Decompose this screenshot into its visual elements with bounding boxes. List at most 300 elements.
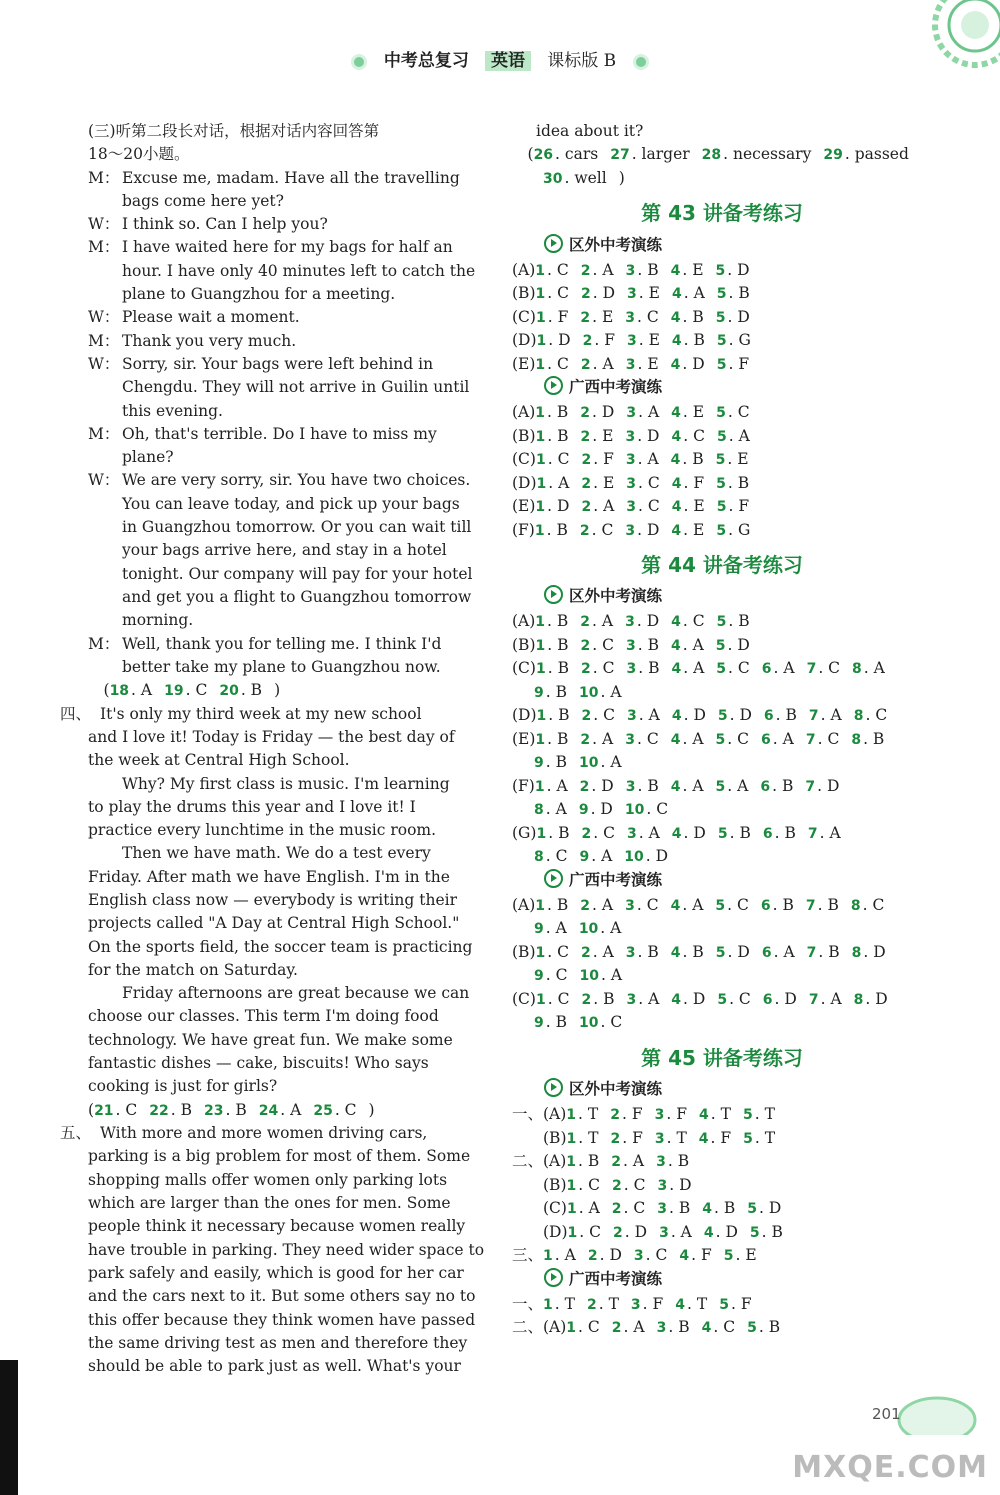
answer-item: 2 . C bbox=[579, 520, 614, 539]
instruction-line: 18～20小题。 bbox=[88, 145, 190, 164]
answer-number: 20 bbox=[219, 683, 239, 700]
answer-value: B bbox=[678, 1199, 691, 1218]
answer-item: 4 . C bbox=[701, 1318, 736, 1337]
dialogue-text: tonight. Our company will pay for your hotel bbox=[122, 564, 473, 583]
answer-line: (21 . C 22 . B 23 . B 24 . A 25 . C ) bbox=[88, 1099, 480, 1123]
answer-value: B bbox=[827, 895, 839, 914]
answer-item: 4 . E bbox=[671, 520, 705, 539]
answer-item: 5 . D bbox=[715, 307, 750, 326]
answer-number: 9 bbox=[534, 1015, 544, 1032]
answer-value: D bbox=[693, 706, 706, 725]
dialogue-line bbox=[88, 446, 480, 469]
answer-number: 9 bbox=[534, 755, 544, 772]
answer-number: 4 bbox=[671, 286, 682, 303]
answer-value: B bbox=[678, 1318, 690, 1337]
passage-line bbox=[88, 936, 480, 959]
answer-number: 4 bbox=[670, 897, 681, 914]
answer-number: 8 bbox=[534, 802, 544, 819]
answer-number: 21 bbox=[94, 1102, 114, 1119]
answer-item: 6 . D bbox=[762, 989, 797, 1008]
answer-item: 1 . C bbox=[535, 354, 569, 373]
answer-item: 5 . F bbox=[719, 1294, 752, 1313]
answer-number: 5 bbox=[715, 778, 726, 795]
passage-line: idea about it? bbox=[536, 122, 644, 140]
answer-number: 2 bbox=[580, 897, 591, 914]
answer-item: 4 . C bbox=[671, 612, 705, 631]
dialogue-text: Chengdu. They will not arrive in Guilin until bbox=[122, 378, 470, 397]
answer-item: 6 . A bbox=[761, 942, 795, 961]
right-column bbox=[512, 120, 932, 1340]
answer-value: B bbox=[782, 895, 794, 914]
answer-line bbox=[512, 775, 932, 799]
answer-line bbox=[512, 941, 932, 965]
answer-number: 5 bbox=[715, 309, 726, 326]
answer-value: B bbox=[647, 942, 659, 961]
answer-value: B bbox=[558, 706, 570, 725]
dialogue-line bbox=[88, 400, 480, 423]
answer-group-label: (B) bbox=[512, 284, 536, 303]
answer-value: D bbox=[558, 331, 571, 350]
answer-item: 1 . B bbox=[535, 403, 569, 422]
answer-number: 9 bbox=[579, 849, 590, 866]
answer-value: A bbox=[829, 823, 841, 842]
answer-number: 1 bbox=[535, 614, 546, 631]
passage-text: cooking is just for girls? bbox=[88, 1077, 278, 1096]
answer-group-label: 一、(A) bbox=[512, 1105, 567, 1124]
answer-number: 2 bbox=[581, 825, 592, 842]
answer-item: 3 . C bbox=[625, 307, 659, 326]
answer-value: B bbox=[175, 1100, 193, 1119]
answer-item: 3 . C bbox=[633, 1246, 668, 1265]
answer-number: 28 bbox=[701, 147, 722, 164]
answer-value: F bbox=[676, 1105, 687, 1124]
answer-item: 5 . D bbox=[715, 942, 750, 961]
answer-value: larger bbox=[636, 145, 690, 164]
answer-line bbox=[512, 282, 932, 306]
answer-value: D bbox=[655, 847, 669, 866]
passage-text: this offer because they think women have passed bbox=[88, 1310, 476, 1329]
passage-text: parking is a big problem for most of them. Some bbox=[88, 1147, 471, 1166]
answer-number: 1 bbox=[536, 708, 547, 725]
answer-item: 3 . F bbox=[654, 1105, 687, 1124]
answer-item: 3 . A bbox=[626, 989, 660, 1008]
answer-number: 8 bbox=[851, 944, 862, 961]
answer-number: 1 bbox=[536, 825, 547, 842]
answer-value: D bbox=[602, 284, 616, 303]
answer-value: A bbox=[648, 989, 660, 1008]
passage-line bbox=[60, 1122, 480, 1145]
answer-item: 5 . D bbox=[715, 260, 750, 279]
answer-value: A bbox=[602, 942, 614, 961]
answer-value: A bbox=[610, 966, 623, 985]
answer-number: 5 bbox=[715, 731, 726, 748]
answer-item: 1 . A bbox=[534, 776, 568, 795]
answer-number: 4 bbox=[671, 428, 682, 445]
answer-value: D bbox=[873, 942, 886, 961]
answer-value: G bbox=[737, 520, 751, 539]
answer-value: C bbox=[692, 612, 705, 631]
answer-line bbox=[512, 845, 932, 869]
answer-number: 3 bbox=[625, 452, 636, 469]
answer-number: 4 bbox=[671, 991, 682, 1008]
answer-item: 2 . F bbox=[581, 450, 614, 469]
answer-number: 4 bbox=[698, 1130, 709, 1147]
answer-value: A bbox=[693, 284, 705, 303]
answer-number: 1 bbox=[535, 897, 546, 914]
answer-item: 5 . A bbox=[715, 776, 749, 795]
answer-number: 1 bbox=[535, 731, 546, 748]
answer-item: 5 . B bbox=[717, 823, 751, 842]
answer-number: 4 bbox=[671, 708, 682, 725]
answer-number: 1 bbox=[535, 309, 546, 326]
answer-item: 2 . D bbox=[579, 776, 614, 795]
answer-value: A bbox=[873, 659, 885, 678]
answer-value: E bbox=[602, 473, 615, 492]
answer-number: 7 bbox=[806, 661, 817, 678]
answer-item: 3 . E bbox=[626, 331, 660, 350]
answer-number: 3 bbox=[625, 778, 636, 795]
answer-number: 1 bbox=[566, 1107, 577, 1124]
answer-number: 5 bbox=[715, 262, 726, 279]
answer-item: 1 . B bbox=[535, 612, 569, 631]
answer-group-label: 三、 bbox=[512, 1246, 544, 1265]
answer-item: 4 . A bbox=[670, 635, 704, 654]
answer-value: A bbox=[602, 354, 614, 373]
answer-line bbox=[512, 1293, 932, 1317]
answer-value: G bbox=[738, 331, 751, 350]
answer-value: A bbox=[648, 706, 660, 725]
answer-number: 7 bbox=[805, 897, 816, 914]
answer-value: D bbox=[600, 800, 613, 819]
header-dot-icon bbox=[354, 57, 364, 67]
answer-value: E bbox=[692, 403, 705, 422]
answer-number: 1 bbox=[535, 637, 546, 654]
answer-item: 4 . B bbox=[670, 942, 704, 961]
answer-value: A bbox=[558, 473, 570, 492]
answer-line bbox=[512, 448, 932, 472]
answer-line bbox=[512, 1011, 932, 1035]
answer-value: D bbox=[737, 942, 750, 961]
passage-text: to play the drums this year and I love it! I bbox=[88, 797, 416, 816]
page-header bbox=[0, 46, 1000, 71]
answer-item: 5 . F bbox=[716, 354, 750, 373]
answer-value: D bbox=[693, 823, 706, 842]
passage-line bbox=[88, 889, 480, 912]
answer-item: 3 . A bbox=[627, 706, 660, 725]
dialogue-text: and get you a flight to Guangzhou tomorrow bbox=[122, 587, 472, 606]
answer-item: 3 . B bbox=[625, 942, 659, 961]
passage-line bbox=[88, 1332, 480, 1355]
answer-number: 4 bbox=[671, 405, 681, 422]
answer-value: C bbox=[737, 403, 750, 422]
answer-item: 7 . A bbox=[808, 706, 842, 725]
passage-line bbox=[88, 1052, 480, 1075]
answer-item: 2 . D bbox=[587, 1246, 622, 1265]
answer-item: 1 . B bbox=[535, 659, 569, 678]
answer-value: C bbox=[646, 307, 659, 326]
speaker-label: M： bbox=[88, 168, 120, 187]
answer-item: 10 . A bbox=[579, 966, 623, 985]
answer-number: 5 bbox=[717, 708, 728, 725]
answer-value: E bbox=[737, 450, 749, 469]
answer-value: B bbox=[648, 659, 660, 678]
answer-group-label: 二、(A) bbox=[512, 1318, 567, 1337]
dialogue-text: Oh, that's terrible. Do I have to miss my bbox=[122, 424, 437, 443]
answer-value: D bbox=[557, 497, 570, 516]
answer-item: 9 . D bbox=[578, 800, 613, 819]
answer-value: A bbox=[564, 1246, 576, 1265]
passage-line bbox=[88, 1285, 480, 1308]
answer-item: 3 . D bbox=[625, 520, 660, 539]
answer-number: 4 bbox=[703, 1224, 714, 1241]
answer-item: 6 . B bbox=[760, 895, 794, 914]
answer-group-label: (E) bbox=[512, 729, 536, 748]
answer-value: A bbox=[692, 729, 704, 748]
answer-value: T bbox=[587, 1105, 599, 1124]
passage-text: have trouble in parking. They need wider space to bbox=[88, 1240, 485, 1259]
answer-value: C bbox=[557, 989, 570, 1008]
answer-number: 4 bbox=[670, 309, 681, 326]
answer-value: E bbox=[648, 331, 660, 350]
answer-value: B bbox=[768, 1318, 781, 1337]
answer-item: 5 . A bbox=[716, 426, 750, 445]
answer-group-label: (A) bbox=[512, 403, 536, 422]
answer-group-label: (E) bbox=[512, 354, 536, 373]
subsection-title bbox=[544, 869, 932, 894]
answer-value: D bbox=[737, 635, 750, 654]
dialogue-text: morning. bbox=[122, 611, 194, 630]
subsection-title bbox=[544, 1078, 932, 1103]
answer-value: A bbox=[692, 635, 704, 654]
answer-item: 1 . C bbox=[566, 1175, 600, 1194]
answer-number: 5 bbox=[715, 452, 726, 469]
answer-value: B bbox=[784, 823, 796, 842]
answer-number: 3 bbox=[625, 731, 635, 748]
answer-number: 10 bbox=[579, 755, 599, 772]
answer-value: B bbox=[587, 1152, 600, 1171]
answer-value: D bbox=[679, 1175, 692, 1194]
play-circle-icon bbox=[544, 585, 563, 604]
answer-value: F bbox=[740, 1294, 752, 1313]
dialogue-text: We are very sorry, sir. You have two choices. bbox=[122, 471, 471, 490]
answer-number: 4 bbox=[671, 522, 682, 539]
answer-number: 1 bbox=[536, 475, 547, 492]
answer-item: 3 . A bbox=[625, 450, 659, 469]
subsection-title bbox=[544, 234, 932, 259]
answer-number: 18 bbox=[109, 683, 130, 700]
answer-number: 22 bbox=[149, 1102, 169, 1119]
answer-item: 2 . F bbox=[610, 1105, 643, 1124]
answer-number: 1 bbox=[535, 991, 546, 1008]
answer-group-label: (A) bbox=[512, 612, 536, 631]
answer-value: F bbox=[738, 497, 750, 516]
answer-value: F bbox=[652, 1294, 664, 1313]
answer-value: C bbox=[875, 706, 888, 725]
answer-item: 7 . D bbox=[805, 776, 840, 795]
answer-item: 5 . B bbox=[716, 284, 750, 303]
answer-number: 4 bbox=[671, 333, 682, 350]
answer-item: 5 . D bbox=[717, 706, 752, 725]
answer-value: A bbox=[693, 659, 705, 678]
dialogue-text: Thank you very much. bbox=[122, 331, 297, 350]
answer-item: 20 . B bbox=[219, 681, 263, 700]
answer-number: 4 bbox=[670, 778, 681, 795]
answer-item: 3 . C bbox=[626, 473, 660, 492]
answer-value: A bbox=[830, 989, 842, 1008]
passage-line bbox=[88, 1075, 480, 1098]
passage-line bbox=[88, 1192, 480, 1215]
answer-number: 1 bbox=[566, 1154, 577, 1171]
answer-item: 4 . D bbox=[671, 706, 706, 725]
answer-line bbox=[512, 704, 932, 728]
answer-value: E bbox=[647, 354, 659, 373]
answer-number: 10 bbox=[624, 849, 644, 866]
answer-item: 5 . B bbox=[749, 1222, 783, 1241]
answer-item: 2 . A bbox=[581, 497, 615, 516]
answer-line: 30 . well ) bbox=[512, 167, 932, 191]
answer-number: 1 bbox=[535, 262, 546, 279]
answer-number: 1 bbox=[535, 286, 546, 303]
dialogue-line bbox=[88, 633, 480, 656]
answer-item: 1 . C bbox=[535, 450, 570, 469]
answer-value: C bbox=[693, 426, 705, 445]
subsection-label: 区外中考演练 bbox=[569, 235, 663, 254]
answer-item: 1 . B bbox=[536, 706, 570, 725]
answer-number: 1 bbox=[535, 661, 546, 678]
answer-number: 6 bbox=[761, 661, 772, 678]
answer-number: 4 bbox=[670, 944, 681, 961]
answer-line bbox=[512, 306, 932, 330]
answer-value: A bbox=[601, 895, 614, 914]
answer-item: 2 . B bbox=[581, 989, 615, 1008]
answer-value: D bbox=[875, 989, 888, 1008]
answer-number: 8 bbox=[851, 731, 862, 748]
answer-item: 5 . T bbox=[742, 1105, 775, 1124]
answer-item: 4 . F bbox=[679, 1246, 712, 1265]
answer-number: 3 bbox=[626, 475, 637, 492]
answer-group-label: (B) bbox=[512, 426, 536, 445]
answer-value: C bbox=[737, 729, 750, 748]
answer-value: B bbox=[737, 473, 750, 492]
answer-number: 8 bbox=[852, 661, 862, 678]
answer-item: 3 . B bbox=[625, 635, 659, 654]
passage-line bbox=[88, 959, 480, 982]
answer-item: 4 . B bbox=[670, 450, 704, 469]
answer-value: B bbox=[556, 403, 569, 422]
play-circle-icon bbox=[544, 869, 563, 888]
answer-value: B bbox=[557, 426, 569, 445]
answer-number: 3 bbox=[633, 1248, 644, 1265]
answer-number: 1 bbox=[566, 1320, 577, 1337]
answer-item: 2 . C bbox=[581, 706, 616, 725]
answer-item: 1 . A bbox=[536, 473, 570, 492]
answer-number: 2 bbox=[610, 1107, 620, 1124]
answer-number: 6 bbox=[760, 897, 771, 914]
answer-group-label: (C) bbox=[512, 307, 536, 326]
answer-value: B bbox=[692, 942, 704, 961]
answer-item: 4 . F bbox=[698, 1128, 732, 1147]
answer-number: 5 bbox=[717, 991, 728, 1008]
answer-item: 1 . B bbox=[535, 426, 569, 445]
answer-number: 5 bbox=[716, 614, 727, 631]
answer-number: 2 bbox=[581, 452, 592, 469]
answer-value: C bbox=[602, 635, 614, 654]
section-title: 第 43 讲备考练习 bbox=[641, 201, 803, 226]
answer-item: 5 . G bbox=[716, 520, 751, 539]
answer-item: 6 . B bbox=[760, 776, 794, 795]
answer-line bbox=[512, 917, 932, 941]
answer-value: B bbox=[785, 706, 797, 725]
answer-item: 2 . A bbox=[580, 354, 614, 373]
answer-value: A bbox=[601, 847, 613, 866]
answer-number: 5 bbox=[715, 944, 726, 961]
passage-text: for the match on Saturday. bbox=[88, 960, 298, 979]
dialogue-text: better take my plane to Guangzhou now. bbox=[122, 657, 441, 676]
answer-group-label: (E) bbox=[512, 497, 536, 516]
passage-line bbox=[88, 1145, 480, 1168]
answer-number: 3 bbox=[625, 309, 636, 326]
answer-group-label: (D) bbox=[512, 706, 537, 725]
answer-item: 9 . B bbox=[534, 1013, 567, 1032]
answer-value: B bbox=[693, 331, 705, 350]
answer-line bbox=[512, 988, 932, 1012]
passage-text: the week at Central High School. bbox=[88, 751, 350, 770]
answer-number: 4 bbox=[671, 614, 681, 631]
answer-number: 1 bbox=[535, 428, 546, 445]
answer-number: 1 bbox=[535, 356, 546, 373]
answer-line bbox=[512, 728, 932, 752]
passage-line bbox=[88, 1029, 480, 1052]
answer-item: 6 . A bbox=[761, 729, 794, 748]
answer-item: 4 . C bbox=[671, 426, 705, 445]
answer-item: 4 . D bbox=[671, 823, 706, 842]
answer-number: 3 bbox=[630, 1296, 641, 1313]
passage-line bbox=[88, 842, 480, 865]
section-title: 第 44 讲备考练习 bbox=[641, 553, 803, 578]
answer-item: 8 . C bbox=[534, 847, 568, 866]
answer-value: D bbox=[609, 1246, 622, 1265]
answer-value: T bbox=[764, 1105, 775, 1124]
answer-value: D bbox=[826, 776, 840, 795]
answer-value: B bbox=[677, 1152, 690, 1171]
answer-value: A bbox=[602, 729, 614, 748]
dialogue-line bbox=[88, 516, 480, 539]
speaker-label: W： bbox=[88, 215, 120, 234]
answer-line bbox=[512, 894, 932, 918]
answer-number: 1 bbox=[543, 1248, 553, 1265]
answer-value: A bbox=[783, 659, 795, 678]
answer-number: 3 bbox=[625, 428, 636, 445]
answer-number: 3 bbox=[626, 825, 637, 842]
dialogue-line bbox=[88, 353, 480, 376]
answer-number: 3 bbox=[656, 1154, 666, 1171]
answer-value: B bbox=[781, 776, 794, 795]
answer-group-label: (A) bbox=[512, 895, 536, 914]
section-label: 四、 bbox=[60, 704, 92, 723]
answer-value: B bbox=[556, 895, 569, 914]
answer-number: 2 bbox=[581, 708, 592, 725]
answer-number: 1 bbox=[536, 333, 547, 350]
passage-text: technology. We have great fun. We make some bbox=[88, 1030, 453, 1049]
header-subject: 英语 bbox=[485, 51, 531, 71]
answer-value: well bbox=[569, 168, 607, 187]
answer-number: 2 bbox=[611, 1320, 622, 1337]
passage-line bbox=[88, 912, 480, 935]
subsection-title bbox=[544, 376, 932, 401]
answer-number: 7 bbox=[808, 991, 819, 1008]
answer-value: E bbox=[601, 307, 614, 326]
answer-line bbox=[512, 1174, 932, 1198]
